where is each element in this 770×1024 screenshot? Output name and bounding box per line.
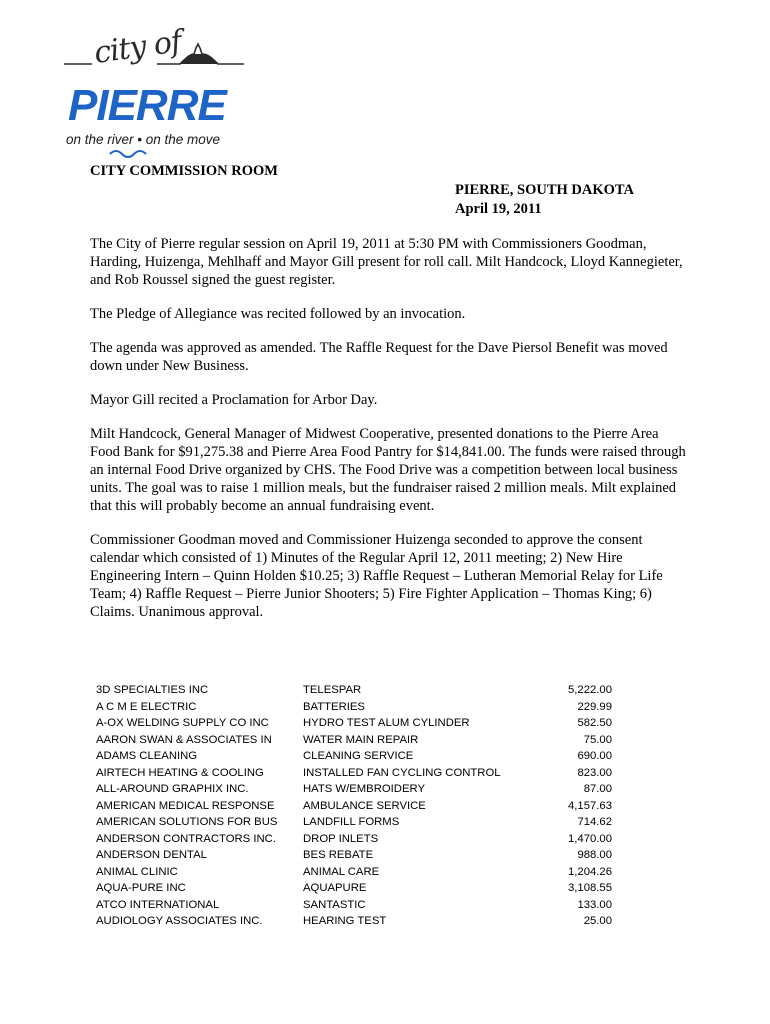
claim-vendor: 3D SPECIALTIES INC: [96, 684, 209, 696]
claim-row: [96, 765, 616, 782]
claim-description: LANDFILL FORMS: [303, 816, 400, 828]
claim-amount: 5,222.00: [568, 684, 612, 696]
claim-row: [96, 913, 616, 930]
claim-description: HYDRO TEST ALUM CYLINDER: [303, 717, 470, 729]
minutes-body: [90, 235, 690, 637]
city-logo: [62, 14, 262, 164]
claim-vendor: AMERICAN SOLUTIONS FOR BUS: [96, 816, 278, 828]
claim-amount: 3,108.55: [568, 882, 612, 894]
claim-row: [96, 798, 616, 815]
paragraph-roll-call: The City of Pierre regular session on April 19, 2011 at 5:30 PM with Commissioners Goodman, Harding, Huizenga, Mehlhaff and Mayor Gill present for roll call. Milt Handcock, Lloyd Kannegieter, and Rob Roussel signed the guest register.: [90, 236, 683, 288]
claim-vendor: A C M E ELECTRIC: [96, 700, 197, 713]
claim-description: WATER MAIN REPAIR: [303, 733, 419, 746]
claim-description: SANTASTIC: [303, 898, 366, 911]
claim-description: BES REBATE: [303, 849, 374, 861]
claim-row: [96, 715, 616, 732]
claim-row: [96, 847, 616, 864]
claim-vendor: ATCO INTERNATIONAL: [96, 898, 220, 911]
location-date-block: [455, 181, 634, 219]
claim-vendor: ADAMS CLEANING: [96, 750, 198, 762]
claim-vendor: AARON SWAN & ASSOCIATES IN: [96, 733, 272, 746]
claim-description: AQUAPURE: [303, 882, 367, 894]
claim-amount: 714.62: [577, 816, 612, 828]
claim-description: INSTALLED FAN CYCLING CONTROL: [303, 766, 501, 779]
claim-row: [96, 831, 616, 848]
claim-description: BATTERIES: [303, 700, 365, 713]
claim-amount: 4,157.63: [568, 799, 612, 812]
claim-vendor: ALL-AROUND GRAPHIX INC.: [96, 783, 249, 795]
claim-description: TELESPAR: [303, 684, 362, 696]
claim-row: [96, 682, 616, 699]
claim-amount: 25.00: [583, 915, 612, 927]
claim-description: ANIMAL CARE: [303, 865, 380, 878]
claim-amount: 75.00: [583, 733, 612, 746]
paragraph-proclamation: Mayor Gill recited a Proclamation for Arbor Day.: [90, 392, 378, 408]
claim-row: [96, 864, 616, 881]
claim-description: DROP INLETS: [303, 832, 379, 845]
paragraph-pledge: The Pledge of Allegiance was recited followed by an invocation.: [90, 306, 466, 322]
claim-amount: 133.00: [577, 898, 612, 911]
claim-amount: 582.50: [577, 717, 612, 729]
claim-vendor: AMERICAN MEDICAL RESPONSE: [96, 799, 275, 812]
claim-description: AMBULANCE SERVICE: [303, 799, 426, 812]
claim-amount: 690.00: [577, 750, 612, 762]
paragraph-agenda: The agenda was approved as amended. The Raffle Request for the Dave Piersol Benefit was moved down under New Business.: [90, 340, 668, 374]
claim-vendor: AIRTECH HEATING & COOLING: [96, 766, 264, 779]
paragraph-consent-calendar: Commissioner Goodman moved and Commissioner Huizenga seconded to approve the consent calendar which consisted of 1) Minutes of the Regular April 12, 2011 meeting; 2) New Hire Engineering Intern – Quinn Holden $10.25; 3) Raffle Request – Lutheran Memorial Relay for Life Team; 4) Raffle Request – Pierre Junior Shooters; 5) Fire Fighter Application – Thomas King; 6) Claims. Unanimous approval.: [90, 532, 663, 620]
claim-description: CLEANING SERVICE: [303, 750, 414, 762]
claim-amount: 229.99: [577, 700, 612, 713]
room-heading: CITY COMMISSION ROOM: [90, 163, 278, 179]
claim-vendor: A-OX WELDING SUPPLY CO INC: [96, 717, 269, 729]
claims-list: [96, 682, 616, 930]
claim-row: [96, 748, 616, 765]
paragraph-donations: Milt Handcock, General Manager of Midwest Cooperative, presented donations to the Pierre Area Food Bank for $91,275.38 and Pierre Area Food Pantry for $14,841.00. The funds were raised through an internal Food Drive organized by CHS. The Food Drive was a competition between local business units. The goal was to raise 1 million meals, but the fundraiser raised 2 million meals. Milt explained that this will probably become an annual fundraising event.: [90, 426, 686, 514]
claim-vendor: ANDERSON CONTRACTORS INC.: [96, 832, 276, 845]
date-heading: April 19, 2011: [455, 201, 542, 217]
logo-tagline: on the river • on the move: [66, 132, 221, 147]
claim-row: [96, 732, 616, 749]
claim-description: HATS W/EMBROIDERY: [303, 783, 425, 795]
claim-description: HEARING TEST: [303, 915, 387, 927]
claim-vendor: AQUA-PURE INC: [96, 882, 186, 894]
claim-row: [96, 814, 616, 831]
claim-row: [96, 880, 616, 897]
logo-name: PIERRE: [68, 81, 226, 130]
claim-amount: 1,470.00: [568, 832, 612, 845]
claim-amount: 988.00: [577, 849, 612, 861]
claim-amount: 823.00: [577, 766, 612, 779]
logo-city-text: city of: [91, 24, 184, 71]
claim-row: [96, 699, 616, 716]
location-heading: PIERRE, SOUTH DAKOTA: [455, 182, 634, 198]
claim-row: [96, 897, 616, 914]
claim-vendor: ANDERSON DENTAL: [96, 849, 207, 861]
claim-amount: 87.00: [583, 783, 612, 795]
claim-row: [96, 781, 616, 798]
claim-vendor: ANIMAL CLINIC: [96, 865, 178, 878]
claim-vendor: AUDIOLOGY ASSOCIATES INC.: [96, 915, 263, 927]
claim-amount: 1,204.26: [568, 865, 612, 878]
